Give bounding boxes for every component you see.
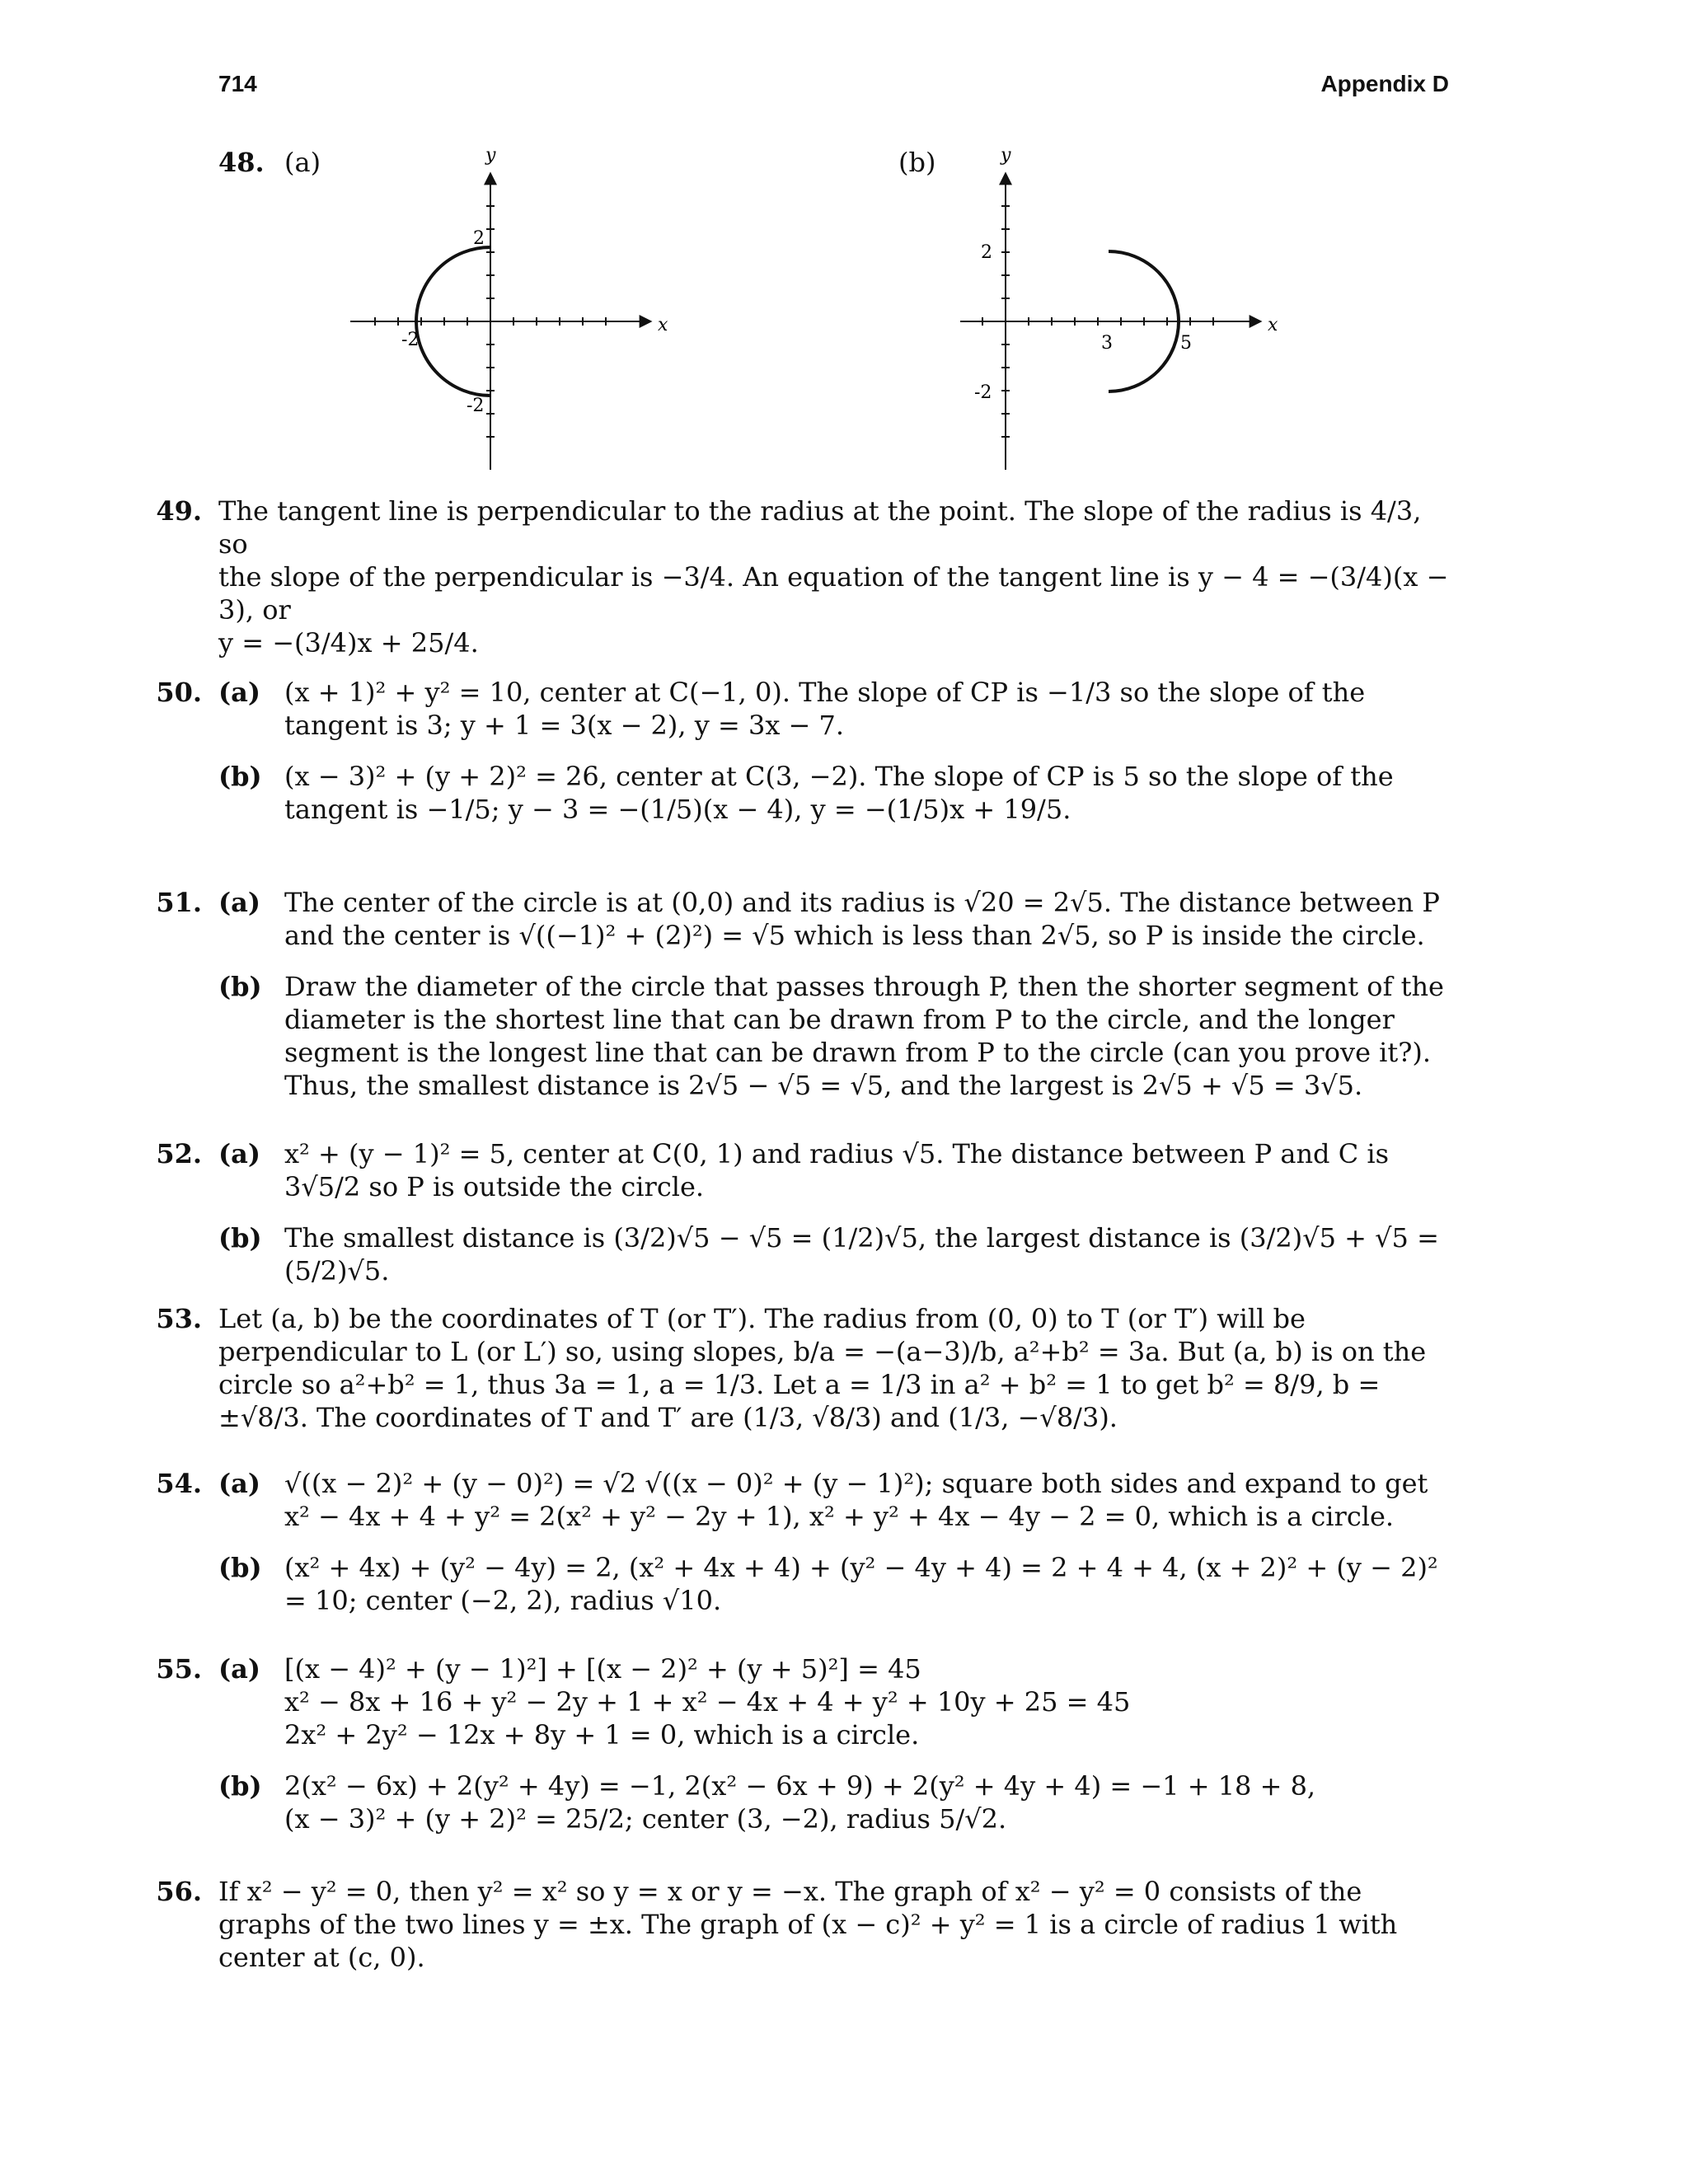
problem-49-line-3: y = −(3/4)x + 25/4. (218, 627, 479, 658)
graph-48b (948, 136, 1294, 482)
part-label: (a) (218, 677, 261, 708)
problem-53 (156, 1302, 1455, 1434)
part-label: (b) (218, 1222, 262, 1254)
graph-48a (338, 136, 684, 482)
equation-line: 2(x² − 6x) + 2(y² + 4y) = −1, 2(x² − 6x + 9) + 2(y² + 4y + 4) = −1 + 18 + 8, (284, 1770, 1316, 1802)
part-label: (a) (218, 1138, 261, 1169)
problem-number: 49. (156, 495, 202, 527)
problem-50b (218, 760, 1455, 826)
part-text: (x² + 4x) + (y² − 4y) = 2, (x² + 4x + 4) + (y² − 4y + 4) = 2 + 4 + 4, (x + 2)² + (y − 2)² = 10; center (−2, 2), radius √10. (284, 1552, 1438, 1616)
tick-label-y-2: 2 (981, 242, 992, 263)
problem-49 (156, 494, 1455, 659)
part-text: (x + 1)² + y² = 10, center at C(−1, 0). The slope of CP is −1/3 so the slope of the tangent is 3; y + 1 = 3(x − 2), y = 3x − 7. (284, 677, 1366, 741)
problem-number: 51. (156, 887, 202, 918)
part-text: x² + (y − 1)² = 5, center at C(0, 1) and radius √5. The distance between P and C is 3√5/2 so P is outside the circle. (284, 1138, 1390, 1202)
problem-51b (218, 970, 1455, 1102)
problem-number: 53. (156, 1303, 202, 1334)
problem-53-text: Let (a, b) be the coordinates of T (or T′). The radius from (0, 0) to T (or T′) will be perpendicular to L (or L′) so, using slopes, b/a = −(a−3)/b, a²+b² = 3a. But (a, b) is on the circle so a²+b² = 1, thus 3a = 1, a = 1/3. Let a = 1/3 in a² + b² = 1 to get b² = 8/9, b = ±√8/3. The coordinates of T and T′ are (1/3, √8/3) and (1/3, −√8/3). (218, 1303, 1427, 1433)
problem-55 (156, 1652, 1455, 1835)
problem-number: 52. (156, 1138, 202, 1169)
y-axis-label: y (1001, 145, 1011, 166)
tick-label-y-neg2: -2 (467, 396, 485, 416)
problem-55b (218, 1769, 1455, 1835)
problem-48-number: 48. (218, 147, 265, 178)
problem-number: 55. (156, 1653, 202, 1685)
part-label: (b) (218, 1552, 262, 1583)
problem-48b-label: (b) (898, 147, 936, 178)
problem-50 (156, 676, 1455, 826)
problem-48a-label: (a) (284, 147, 321, 178)
equation-line: (x − 3)² + (y + 2)² = 25/2; center (3, −2), radius 5/√2. (284, 1803, 1007, 1835)
problem-49-line-1: The tangent line is perpendicular to the radius at the point. The slope of the radius is 4/3, so (218, 495, 1422, 560)
problem-51 (156, 886, 1455, 1102)
problem-52b (218, 1221, 1455, 1287)
page-number: 714 (218, 71, 257, 96)
tick-label-x-neg2: -2 (401, 330, 420, 350)
problem-49-line-2: the slope of the perpendicular is −3/4. An equation of the tangent line is y − 4 = −(3/4)(x − 3), or (218, 561, 1449, 626)
part-label: (b) (218, 761, 262, 792)
problem-number: 56. (156, 1876, 202, 1907)
part-text: The center of the circle is at (0,0) and its radius is √20 = 2√5. The distance between P and the center is √((−1)² + (2)²) = √5 which is less than 2√5, so P is inside the circle. (284, 887, 1440, 951)
part-label: (b) (218, 971, 262, 1002)
problem-54b (218, 1551, 1455, 1617)
part-label: (a) (218, 1468, 261, 1499)
problem-51a (218, 886, 1455, 952)
part-label: (b) (218, 1770, 262, 1802)
section-title: Appendix D (1320, 71, 1449, 96)
equation-line: [(x − 4)² + (y − 1)²] + [(x − 2)² + (y + 5)²] = 45 (284, 1653, 921, 1685)
part-label: (a) (218, 887, 261, 918)
part-text: The smallest distance is (3/2)√5 − √5 = (1/2)√5, the largest distance is (3/2)√5 + √5 = (5/2)√5. (284, 1222, 1439, 1286)
problem-52 (156, 1137, 1455, 1287)
y-axis-label: y (485, 145, 496, 166)
problem-50a (218, 676, 1455, 742)
problem-55a (218, 1652, 1455, 1751)
tick-label-x-5: 5 (1180, 333, 1192, 354)
part-label: (a) (218, 1653, 261, 1685)
tick-label-y-neg2: -2 (974, 382, 992, 403)
problem-54 (156, 1467, 1455, 1617)
part-text: (x − 3)² + (y + 2)² = 26, center at C(3, −2). The slope of CP is 5 so the slope of the tangent is −1/5; y − 3 = −(1/5)(x − 4), y = −(1/5)x + 19/5. (284, 761, 1394, 825)
problem-number: 50. (156, 677, 202, 708)
equation-line: x² − 8x + 16 + y² − 2y + 1 + x² − 4x + 4 + y² + 10y + 25 = 45 (284, 1686, 1131, 1718)
equation-line: 2x² + 2y² − 12x + 8y + 1 = 0, which is a circle. (284, 1719, 920, 1750)
problem-56-text: If x² − y² = 0, then y² = x² so y = x or y = −x. The graph of x² − y² = 0 consists of the graphs of the two lines y = ±x. The graph of (x − c)² + y² = 1 is a circle of radius 1 with center at (c, 0). (218, 1876, 1398, 1973)
x-axis-label: x (658, 315, 668, 335)
x-axis-label: x (1268, 315, 1278, 335)
problem-54a (218, 1467, 1455, 1533)
problem-number: 54. (156, 1468, 202, 1499)
tick-label-y-2: 2 (473, 228, 485, 249)
part-text: Draw the diameter of the circle that passes through P, then the shorter segment of the diameter is the shortest line that can be drawn from P to the circle, and the longer segment is the longest line that can be drawn from P to the circle (can you prove it?). Thus, the smallest distance is 2√5 − √5 = √5, and the largest is 2√5 + √5 = 3√5. (284, 971, 1444, 1101)
problem-56 (156, 1875, 1455, 1974)
problem-52a (218, 1137, 1455, 1203)
part-text: √((x − 2)² + (y − 0)²) = √2 √((x − 0)² + (y − 1)²); square both sides and expand to get x² − 4x + 4 + y² = 2(x² + y² − 2y + 1), x² + y² + 4x − 4y − 2 = 0, which is a circle. (284, 1468, 1428, 1532)
tick-label-x-3: 3 (1101, 333, 1113, 354)
